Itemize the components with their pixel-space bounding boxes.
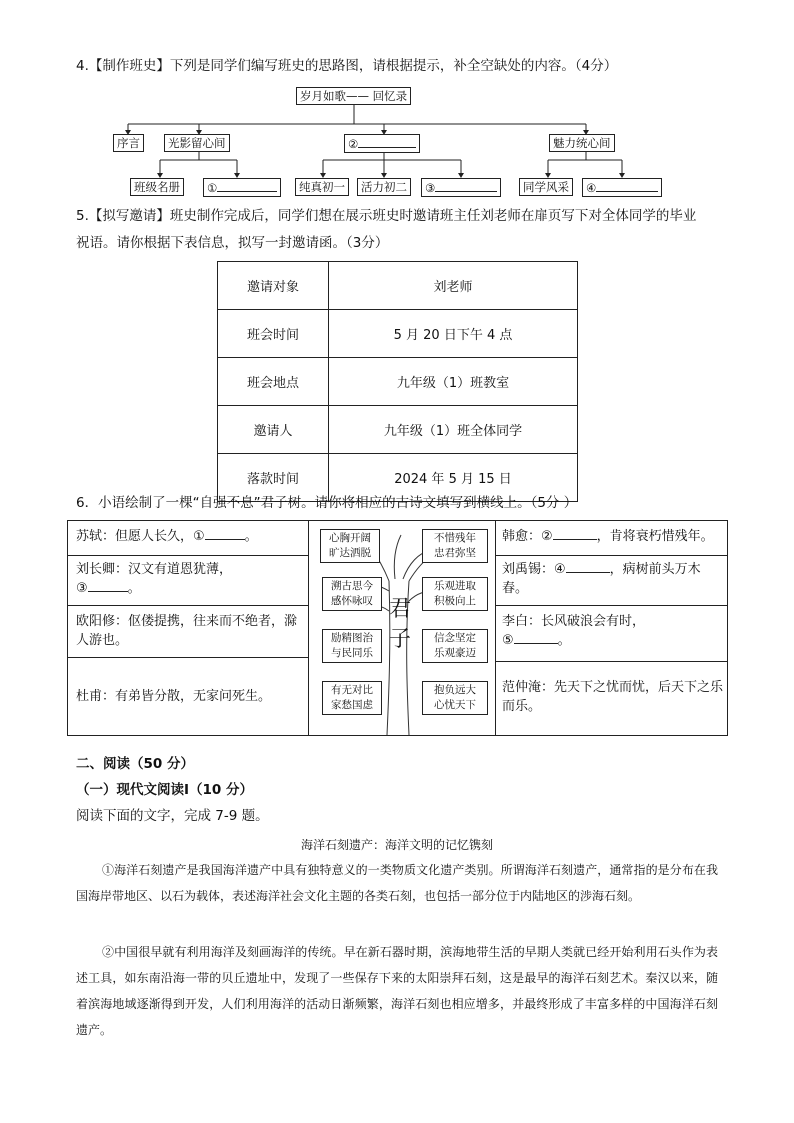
row-value: 2024 年 5 月 15 日 xyxy=(329,454,578,502)
blank-number: ① xyxy=(193,529,205,544)
answer-blank-5[interactable] xyxy=(514,631,558,644)
blank-number: ② xyxy=(541,529,553,544)
mindmap-leaf-blank-1 xyxy=(203,178,281,197)
question-5-line2: 祝语。请你根据下表信息，拟写一封邀请函。（3分） xyxy=(76,235,389,251)
tree-label-firm-belief: 信念坚定 乐观豪迈 xyxy=(422,629,488,663)
tree-label-family-nation: 有无对比 家愁国虑 xyxy=(322,681,382,715)
poem-text: 。 xyxy=(127,581,141,596)
mindmap-branch-charm: 魅力统心间 xyxy=(549,134,615,152)
answer-blank[interactable] xyxy=(217,179,277,192)
blank-number: ② xyxy=(348,137,359,151)
poem-text: ，病树前头万木春。 xyxy=(502,562,701,596)
mindmap-leaf-grade7: 纯真初一 xyxy=(295,178,349,196)
poem-liu-yuxi xyxy=(496,560,730,598)
tree-label-govern-well: 励精图治 与民同乐 xyxy=(322,629,382,663)
question-4-text: 4.【制作班史】下列是同学们编写班史的思路图，请根据提示，补全空缺处的内容。（4分） xyxy=(76,58,618,74)
tree-label-open-minded: 心胸开阔 旷达洒脱 xyxy=(320,529,380,563)
poem-text: 刘长卿：汉文有道恩犹薄， xyxy=(76,562,233,577)
reading-instruction: 阅读下面的文字，完成 7-9 题。 xyxy=(76,808,269,824)
answer-blank-4[interactable] xyxy=(566,560,610,573)
poem-han-yu xyxy=(496,527,730,546)
table-row xyxy=(218,358,578,406)
table-row xyxy=(218,262,578,310)
poem-text: 韩愈： xyxy=(502,529,542,544)
blank-number: ① xyxy=(207,181,218,195)
row-value: 九年级（1）班教室 xyxy=(329,358,578,406)
poem-du-fu: 杜甫：有弟皆分散，无家问死生。 xyxy=(76,689,272,704)
tree-label-reflect-past: 溯古思今 感怀咏叹 xyxy=(322,577,382,611)
table-row xyxy=(218,310,578,358)
poem-text: 。 xyxy=(557,633,571,648)
poem-liu-changqing xyxy=(70,560,306,598)
blank-number: ③ xyxy=(425,181,436,195)
row-value: 九年级（1）班全体同学 xyxy=(329,406,578,454)
poem-text: 刘禹锡： xyxy=(502,562,555,577)
blank-number: ④ xyxy=(554,562,566,577)
blank-number: ⑤ xyxy=(502,633,514,648)
tree-label-loyal: 不惜残年 忠君弥坚 xyxy=(422,529,488,563)
row-key: 班会地点 xyxy=(218,358,329,406)
row-key: 邀请对象 xyxy=(218,262,329,310)
table-row xyxy=(218,406,578,454)
subsection-heading: （一）现代文阅读Ⅰ（10 分） xyxy=(76,782,254,798)
article-paragraph-2: ②中国很早就有利用海洋及刻画海洋的传统。早在新石器时期，滨海地带生活的早期人类就已经开始利用石头作为表述工具，如东南沿海一带的贝丘遗址中，发现了一些保存下来的太阳崇拜石刻，这是最早的海洋石刻艺术。秦汉以来，随着滨海地域逐渐得到开发，人们利用海洋的活动日渐频繁，海洋石刻也相应增多，并最终形成了丰富多样的中国海洋石刻遗产。 xyxy=(76,945,718,1037)
blank-number: ④ xyxy=(586,181,597,195)
poem-text: 苏轼：但愿人长久， xyxy=(76,529,194,544)
mindmap-leaf-grade8: 活力初二 xyxy=(357,178,411,196)
poem-text: ，肯将衰朽惜残年。 xyxy=(596,529,714,544)
answer-blank[interactable] xyxy=(358,135,416,148)
row-value: 刘老师 xyxy=(329,262,578,310)
poem-text: 。 xyxy=(244,529,258,544)
question-5-line1: 5.【拟写邀请】班史制作完成后，同学们想在展示班史时邀请班主任刘老师在扉页写下对全体同学的毕业 xyxy=(76,208,697,224)
poem-fan-zhongyan: 范仲淹：先天下之忧而忧，后天下之乐而乐。 xyxy=(502,680,724,714)
trunk-char: 君 xyxy=(389,597,412,622)
row-value: 5 月 20 日下午 4 点 xyxy=(329,310,578,358)
blank-number: ③ xyxy=(76,581,88,596)
tree-trunk-title xyxy=(389,595,411,655)
answer-blank[interactable] xyxy=(596,179,658,192)
poem-su-shi xyxy=(70,527,306,546)
mindmap-leaf-roster: 班级名册 xyxy=(130,178,184,196)
question-6-text: 6．小语绘制了一棵“自强不息”君子树。请你将相应的古诗文填写到横线上。（5分 ） xyxy=(76,495,578,511)
answer-blank[interactable] xyxy=(435,179,497,192)
invitation-info-table xyxy=(217,261,578,502)
poem-li-bai xyxy=(496,612,730,650)
answer-blank-1[interactable] xyxy=(205,527,245,540)
row-key: 邀请人 xyxy=(218,406,329,454)
trunk-char: 子 xyxy=(389,627,412,652)
mindmap-branch-preface: 序言 xyxy=(113,134,144,152)
tree-label-ambition: 抱负远大 心忧天下 xyxy=(422,681,488,715)
mindmap-branch-blank-2 xyxy=(344,134,420,153)
article-paragraph-1: ①海洋石刻遗产是我国海洋遗产中具有独特意义的一类物质文化遗产类别。所谓海洋石刻遗产，通常指的是分布在我国海岸带地区、以石为载体，表述海洋社会文化主题的各类石刻，也包括一部分位于内陆地区的涉海石刻。 xyxy=(76,863,718,903)
poem-ouyang-xiu: 欧阳修：伛偻提携，往来而不绝者，滁人游也。 xyxy=(76,614,298,648)
mindmap-branch-light: 光影留心间 xyxy=(164,134,230,152)
junzi-tree-table xyxy=(67,520,728,736)
mindmap-leaf-blank-4 xyxy=(582,178,662,197)
poem-text: 李白：长风破浪会有时， xyxy=(502,614,646,629)
answer-blank-2[interactable] xyxy=(553,527,597,540)
row-key: 落款时间 xyxy=(218,454,329,502)
article-title: 海洋石刻遗产：海洋文明的记忆镌刻 xyxy=(300,838,493,852)
tree-label-optimistic: 乐观进取 积极向上 xyxy=(422,577,488,611)
row-key: 班会时间 xyxy=(218,310,329,358)
section-heading: 二、阅读（50 分） xyxy=(76,756,194,772)
mindmap-leaf-blank-3 xyxy=(421,178,501,197)
mindmap-root: 岁月如歌—— 回忆录 xyxy=(296,87,411,105)
answer-blank-3[interactable] xyxy=(88,579,128,592)
mindmap-leaf-classmates: 同学风采 xyxy=(519,178,573,196)
